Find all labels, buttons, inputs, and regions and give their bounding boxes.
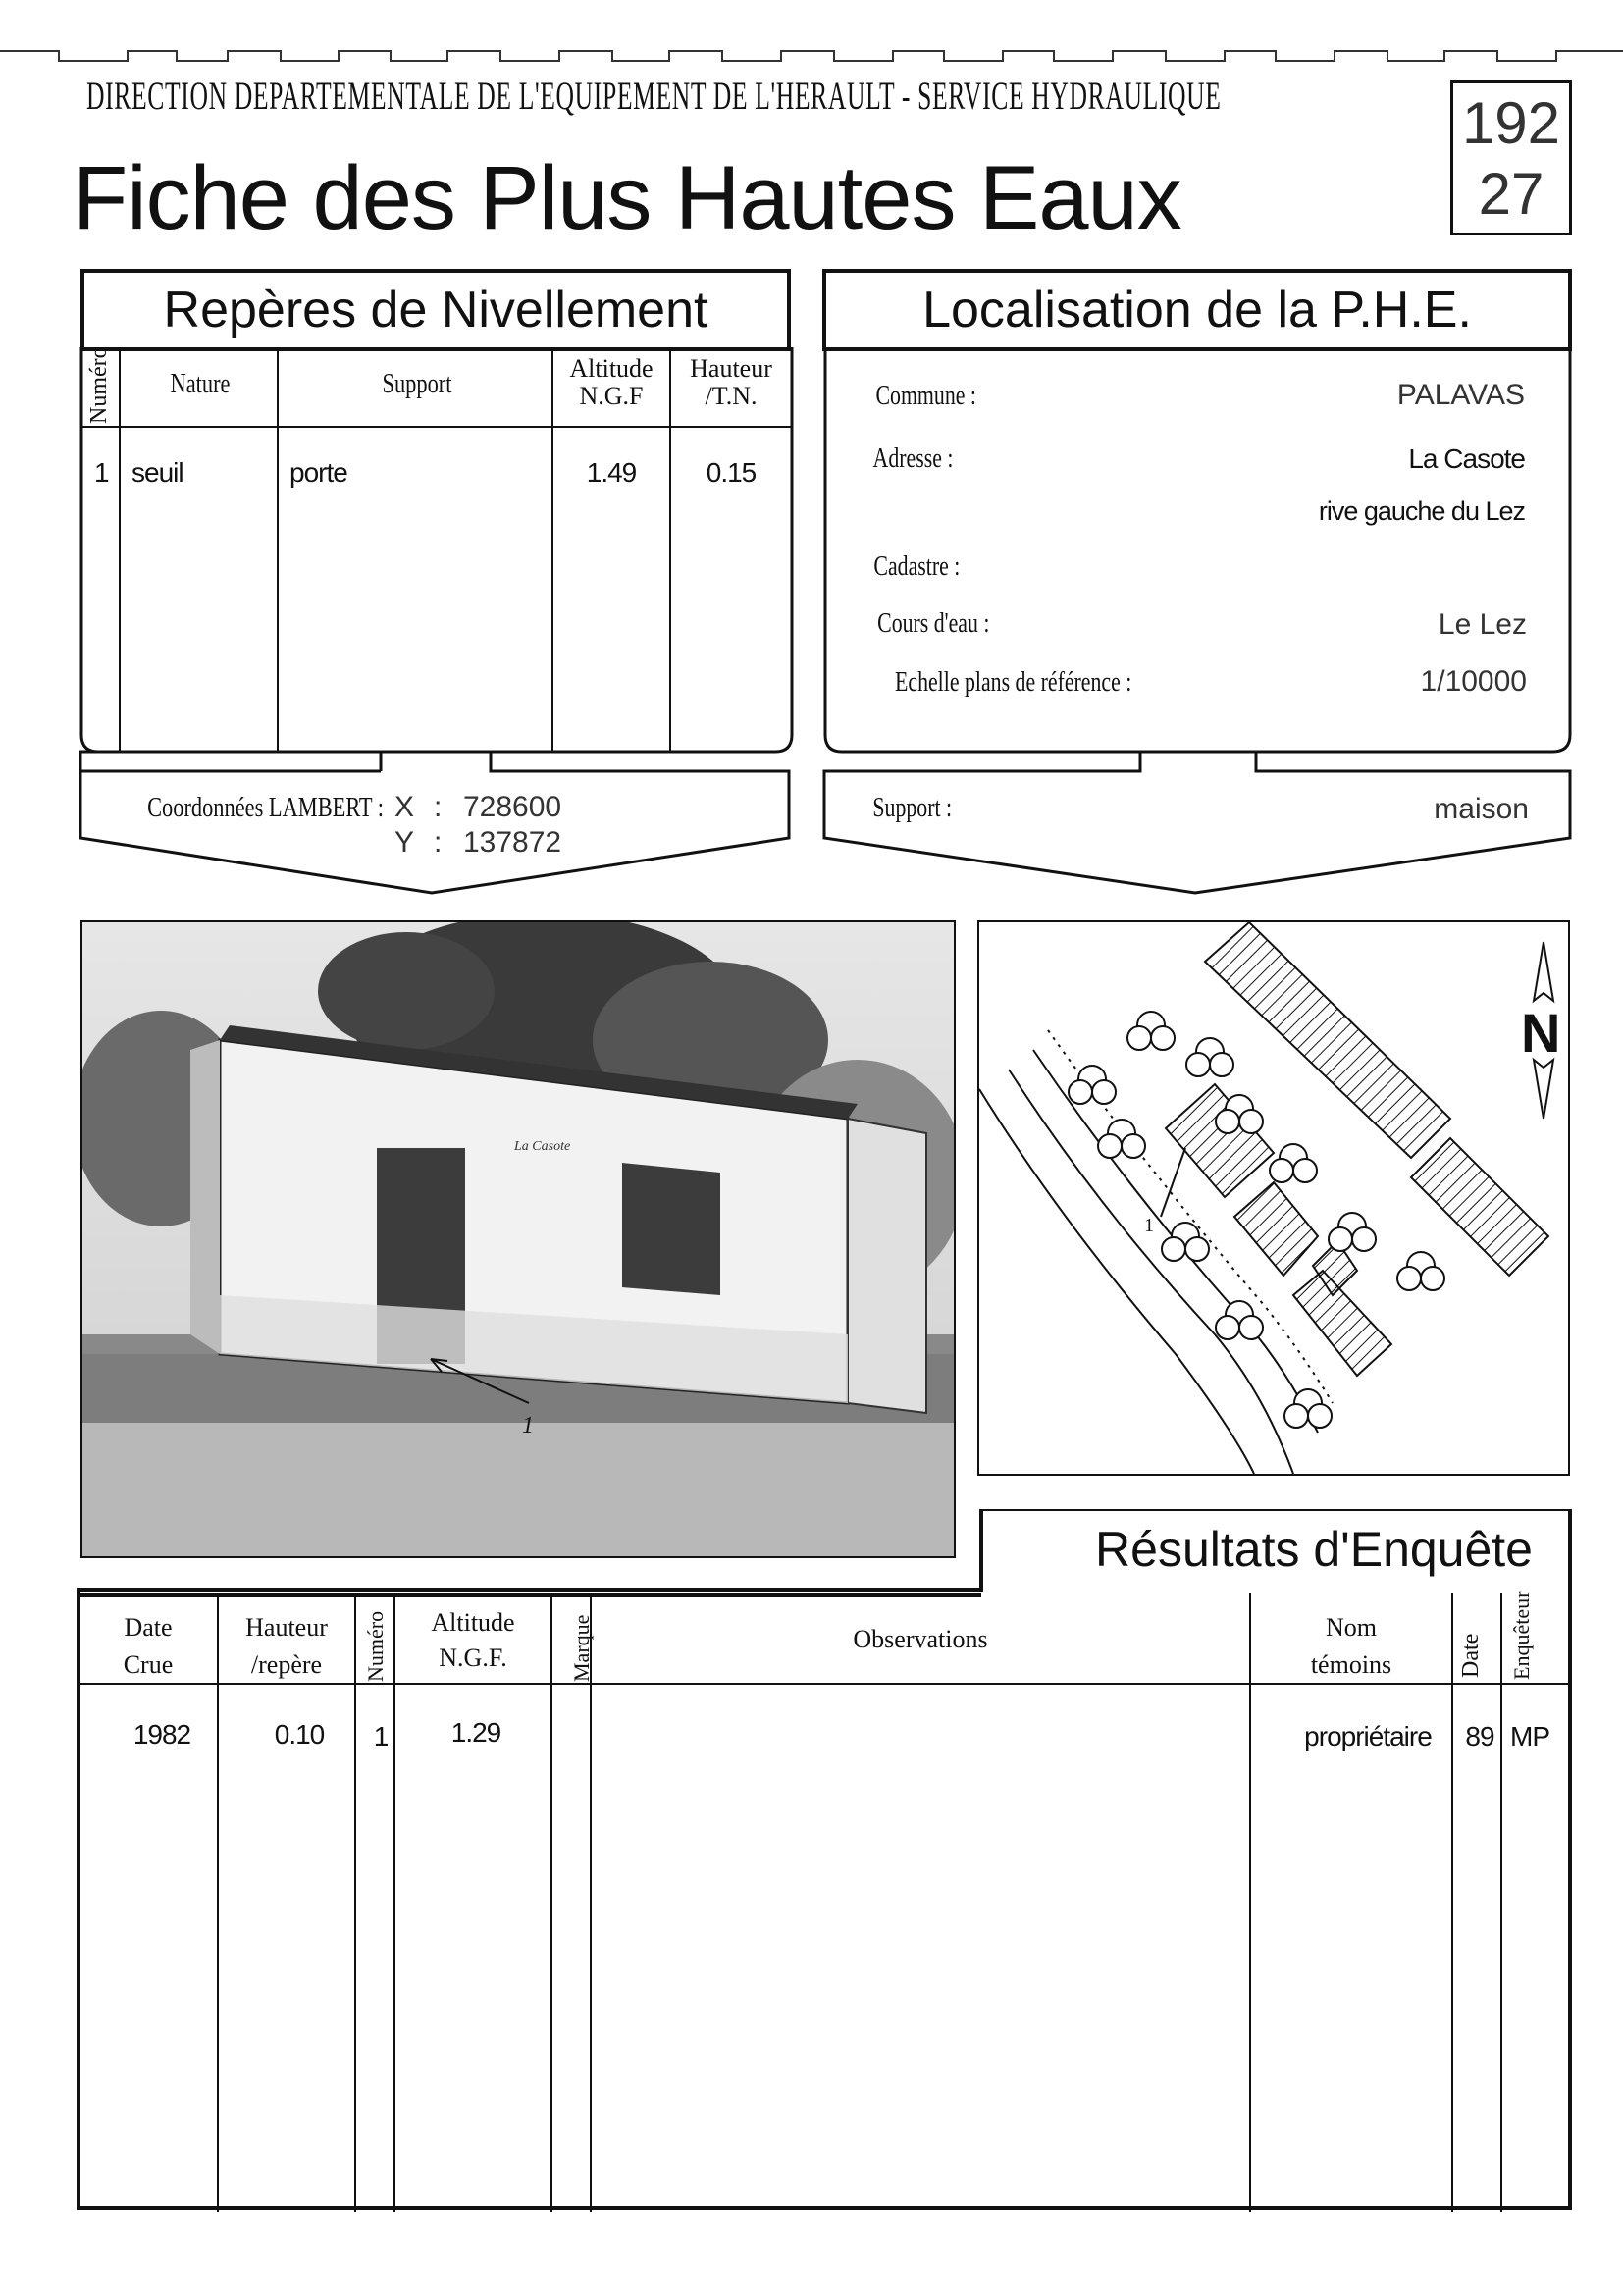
- north-label: N: [1521, 1002, 1561, 1064]
- col-nom-temoins: [1250, 1609, 1452, 1684]
- reperes-col-hauteur: [670, 355, 792, 410]
- map-marker-label: 1: [1144, 1215, 1154, 1236]
- location-map: [977, 920, 1570, 1476]
- result-nom: propriétaire: [1304, 1721, 1432, 1751]
- col-hauteur-repere: [218, 1609, 355, 1684]
- cours-label: Cours d'eau :: [877, 608, 990, 639]
- reperes-col-support: Support: [382, 369, 452, 399]
- col-altitude-line1: Altitude: [431, 1608, 515, 1637]
- result-hauteur: 0.10: [274, 1719, 325, 1749]
- reperes-row-numero: 1: [94, 457, 109, 488]
- col-numero: Numéro: [363, 1610, 388, 1682]
- lambert-x-colon: :: [434, 791, 443, 823]
- reference-number-bottom: 27: [1478, 161, 1544, 227]
- col-date-crue-line1: Date: [124, 1613, 173, 1642]
- adresse-label: Adresse :: [872, 444, 954, 474]
- result-date-crue: 1982: [132, 1719, 191, 1749]
- lambert-y-value: 137872: [463, 826, 562, 859]
- cours-value: Le Lez: [1438, 608, 1527, 641]
- col-date-crue: [79, 1609, 218, 1684]
- echelle-value: 1/10000: [1420, 665, 1527, 698]
- commune-label: Commune :: [875, 381, 976, 411]
- resultats-table-lines: [79, 1593, 1572, 2212]
- echelle-label: Echelle plans de référence :: [895, 667, 1132, 698]
- binder-tab-strip: [0, 49, 1623, 71]
- col-nom-line1: Nom: [1326, 1613, 1377, 1642]
- result-numero: 1: [373, 1721, 389, 1751]
- col-observations: Observations: [853, 1625, 988, 1653]
- adresse-value-line2: rive gauche du Lez: [1318, 496, 1525, 526]
- reference-number-top: 192: [1461, 90, 1561, 156]
- col-enqueteur: Enquêteur: [1509, 1591, 1534, 1680]
- reference-box: [1450, 80, 1572, 235]
- result-date: 89: [1465, 1721, 1494, 1751]
- col-date-crue-line2: Crue: [123, 1650, 174, 1679]
- reperes-row-hauteur: 0.15: [706, 457, 757, 488]
- col-altitude: [394, 1605, 551, 1676]
- support-value: maison: [1434, 793, 1529, 825]
- commune-value: PALAVAS: [1396, 379, 1525, 411]
- support-label: Support :: [872, 793, 953, 823]
- lambert-y-colon: :: [434, 826, 443, 859]
- reperes-row-altitude: 1.49: [586, 457, 637, 488]
- reperes-col-hauteur-line1: Hauteur: [690, 354, 772, 383]
- result-altitude: 1.29: [450, 1717, 501, 1748]
- col-altitude-line2: N.G.F.: [439, 1644, 507, 1672]
- resultats-title: Résultats d'Enquête: [1095, 1522, 1533, 1577]
- reperes-col-altitude-line2: N.G.F: [579, 382, 644, 410]
- svg-text:La Casote: La Casote: [514, 1139, 571, 1154]
- reperes-row-support: porte: [289, 457, 347, 488]
- col-marque: Marque: [569, 1614, 594, 1682]
- photo-marker-label: 1: [522, 1413, 534, 1438]
- map-illustration: [979, 922, 1568, 1474]
- localisation-title: Localisation de la P.H.E.: [922, 282, 1472, 339]
- site-photo: [80, 920, 956, 1558]
- reperes-col-altitude-line1: Altitude: [569, 354, 654, 383]
- photo-illustration: [82, 922, 954, 1556]
- page-title: Fiche des Plus Hautes Eaux: [73, 148, 1181, 248]
- adresse-value-line1: La Casote: [1408, 444, 1525, 474]
- reperes-col-hauteur-line2: /T.N.: [705, 382, 758, 410]
- result-enqueteur: MP: [1510, 1721, 1549, 1751]
- col-date: Date: [1458, 1633, 1484, 1678]
- localisation-title-box: [822, 269, 1572, 351]
- col-hauteur-line2: /repère: [250, 1650, 323, 1679]
- lambert-y-label: Y: [394, 826, 415, 859]
- reperes-title-box: [80, 269, 791, 351]
- col-hauteur-line1: Hauteur: [245, 1613, 328, 1642]
- reperes-row-nature: seuil: [131, 457, 183, 488]
- reperes-title: Repères de Nivellement: [163, 282, 708, 339]
- department-header: DIRECTION DEPARTEMENTALE DE L'EQUIPEMENT DE L'HERAULT - SERVICE HYDRAULIQUE: [86, 74, 1222, 118]
- reperes-col-numero: Numéro: [86, 346, 112, 424]
- lambert-label: Coordonnées LAMBERT :: [147, 793, 385, 823]
- cadastre-label: Cadastre :: [873, 551, 961, 582]
- reperes-col-altitude: [552, 355, 670, 410]
- lambert-x-label: X: [394, 791, 415, 823]
- reperes-col-nature: Nature: [170, 369, 231, 399]
- lambert-x-value: 728600: [463, 791, 562, 823]
- col-nom-line2: témoins: [1310, 1650, 1392, 1679]
